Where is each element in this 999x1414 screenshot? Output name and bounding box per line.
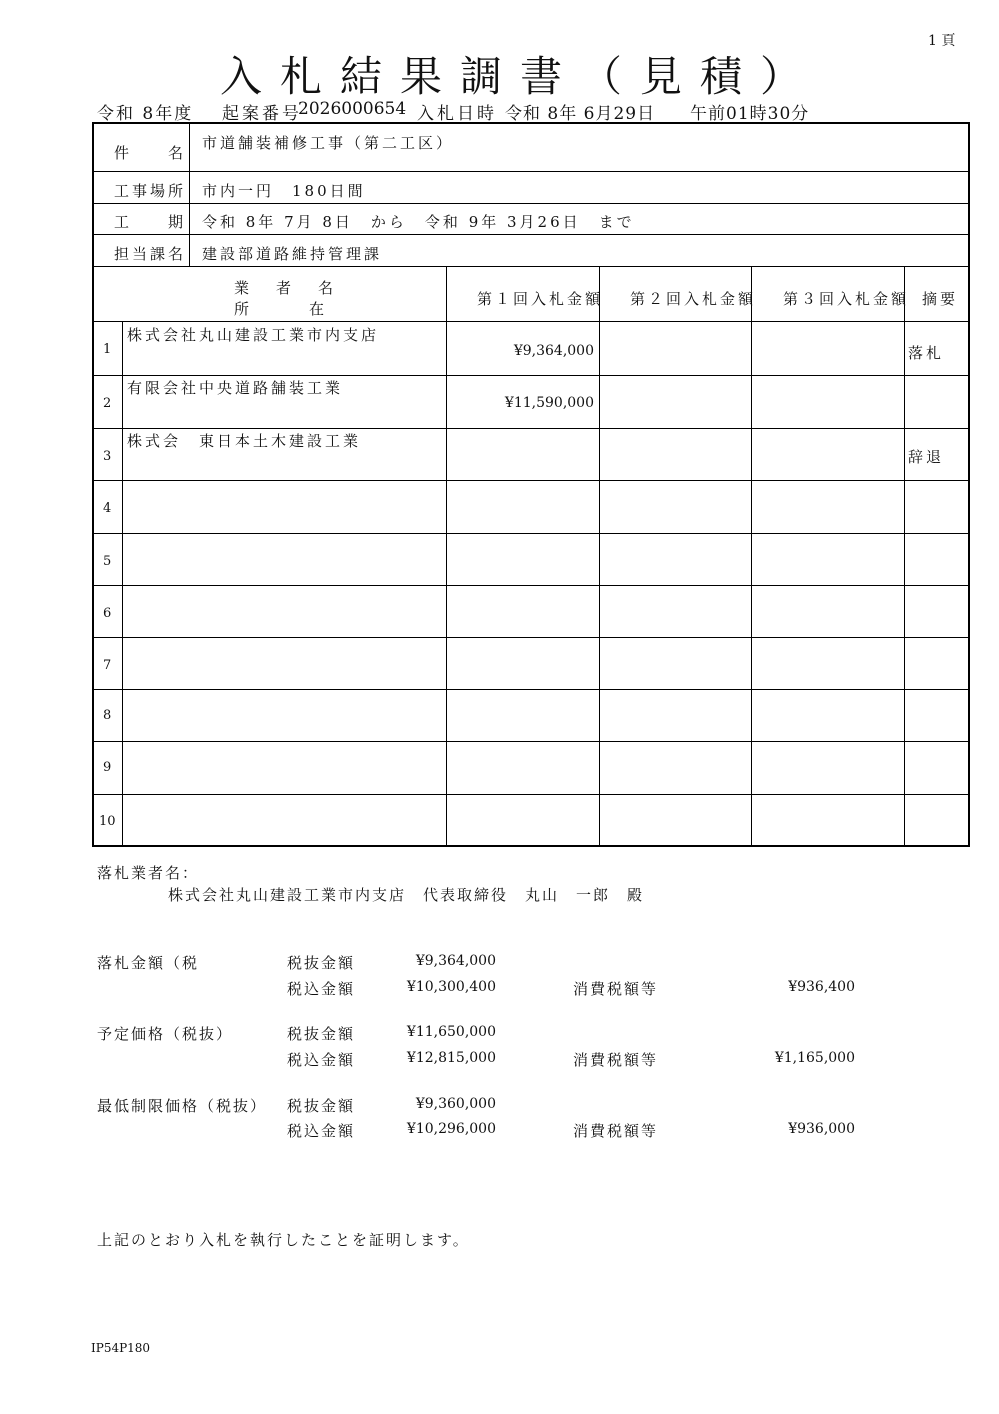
location-value: 市内一円 180日間 (202, 182, 366, 200)
bid-time-value: 午前01時30分 (690, 104, 810, 124)
bidder-name: 株式会社丸山建設工業市内支店 (127, 326, 380, 344)
header-round-2: 第２回入札金額 (630, 290, 757, 308)
summary-value: ¥9,364,000 (415, 953, 496, 969)
summary-sub-label: 税抜金額 (287, 1097, 356, 1115)
tax-label: 消費税額等 (573, 980, 659, 998)
row-number: 9 (103, 760, 112, 775)
bidder-name: 有限会社中央道路舗装工業 (127, 379, 344, 397)
tax-label: 消費税額等 (573, 1051, 659, 1069)
row-number: 5 (103, 554, 112, 569)
tax-value: ¥936,400 (788, 979, 855, 995)
draft-number-value: 2026000654 (298, 99, 407, 119)
certification-note: 上記のとおり入札を執行したことを証明します。 (97, 1231, 470, 1249)
bid-date-label: 入札日時 (417, 104, 497, 124)
summary-sub-label: 税込金額 (287, 1122, 356, 1140)
row-number: 10 (99, 814, 116, 829)
row-number: 6 (103, 606, 112, 621)
summary-label: 最低制限価格（税抜） (97, 1097, 268, 1115)
summary-sub-label: 税抜金額 (287, 1025, 356, 1043)
summary-sub-label: 税込金額 (287, 1051, 356, 1069)
bid-amount: ¥9,364,000 (513, 343, 594, 359)
row-number: 7 (103, 658, 112, 673)
remark: 落札 (908, 344, 945, 362)
row-number: 8 (103, 708, 112, 723)
tax-value: ¥936,000 (788, 1121, 855, 1137)
bidder-name: 株式会 東日本土木建設工業 (127, 432, 362, 450)
winner-label: 落札業者名： (97, 864, 200, 882)
department-label: 担当課名 (114, 245, 187, 263)
row-number: 3 (103, 449, 112, 464)
summary-label: 予定価格（税抜） (97, 1025, 234, 1043)
subject-value: 市道舗装補修工事（第二工区） (202, 134, 455, 152)
tax-label: 消費税額等 (573, 1122, 659, 1140)
department-value: 建設部道路維持管理課 (202, 245, 383, 263)
bid-amount: ¥11,590,000 (504, 395, 594, 411)
summary-label: 落札金額（税 (97, 954, 200, 972)
header-round-3: 第３回入札金額 (783, 290, 910, 308)
summary-sub-label: 税抜金額 (287, 954, 356, 972)
header-bidder-name: 業 者 名 (234, 279, 340, 297)
summary-value: ¥9,360,000 (415, 1096, 496, 1112)
summary-value: ¥12,815,000 (406, 1050, 496, 1066)
summary-value: ¥11,650,000 (406, 1024, 496, 1040)
form-code: IP54P180 (91, 1341, 151, 1355)
summary-value: ¥10,300,400 (406, 979, 496, 995)
row-number: 2 (103, 396, 112, 411)
header-remarks: 摘要 (922, 290, 959, 308)
tax-value: ¥1,165,000 (774, 1050, 855, 1066)
row-number: 4 (103, 501, 112, 516)
page-number: 1 頁 (928, 33, 956, 49)
row-number: 1 (103, 342, 112, 357)
summary-value: ¥10,296,000 (406, 1121, 496, 1137)
period-value: 令和 8年 7月 8日 から 令和 9年 3月26日 まで (202, 213, 635, 231)
location-label: 工事場所 (114, 182, 187, 200)
summary-sub-label: 税込金額 (287, 980, 356, 998)
bid-date-value: 令和 8年 6月29日 (505, 104, 656, 124)
period-label: 工 期 (114, 213, 187, 231)
page-title: 入札結果調書（見積） (219, 52, 820, 101)
draft-number-label: 起案番号 (222, 104, 302, 124)
bid-result-table (92, 122, 970, 847)
fiscal-year: 令和 8年度 (97, 104, 194, 124)
winner-value: 株式会社丸山建設工業市内支店 代表取締役 丸山 一郎 殿 (168, 886, 645, 904)
header-bidder-address: 所 在 (234, 300, 335, 318)
header-round-1: 第１回入札金額 (477, 290, 604, 308)
subject-label: 件 名 (114, 144, 187, 162)
remark: 辞退 (908, 448, 945, 466)
